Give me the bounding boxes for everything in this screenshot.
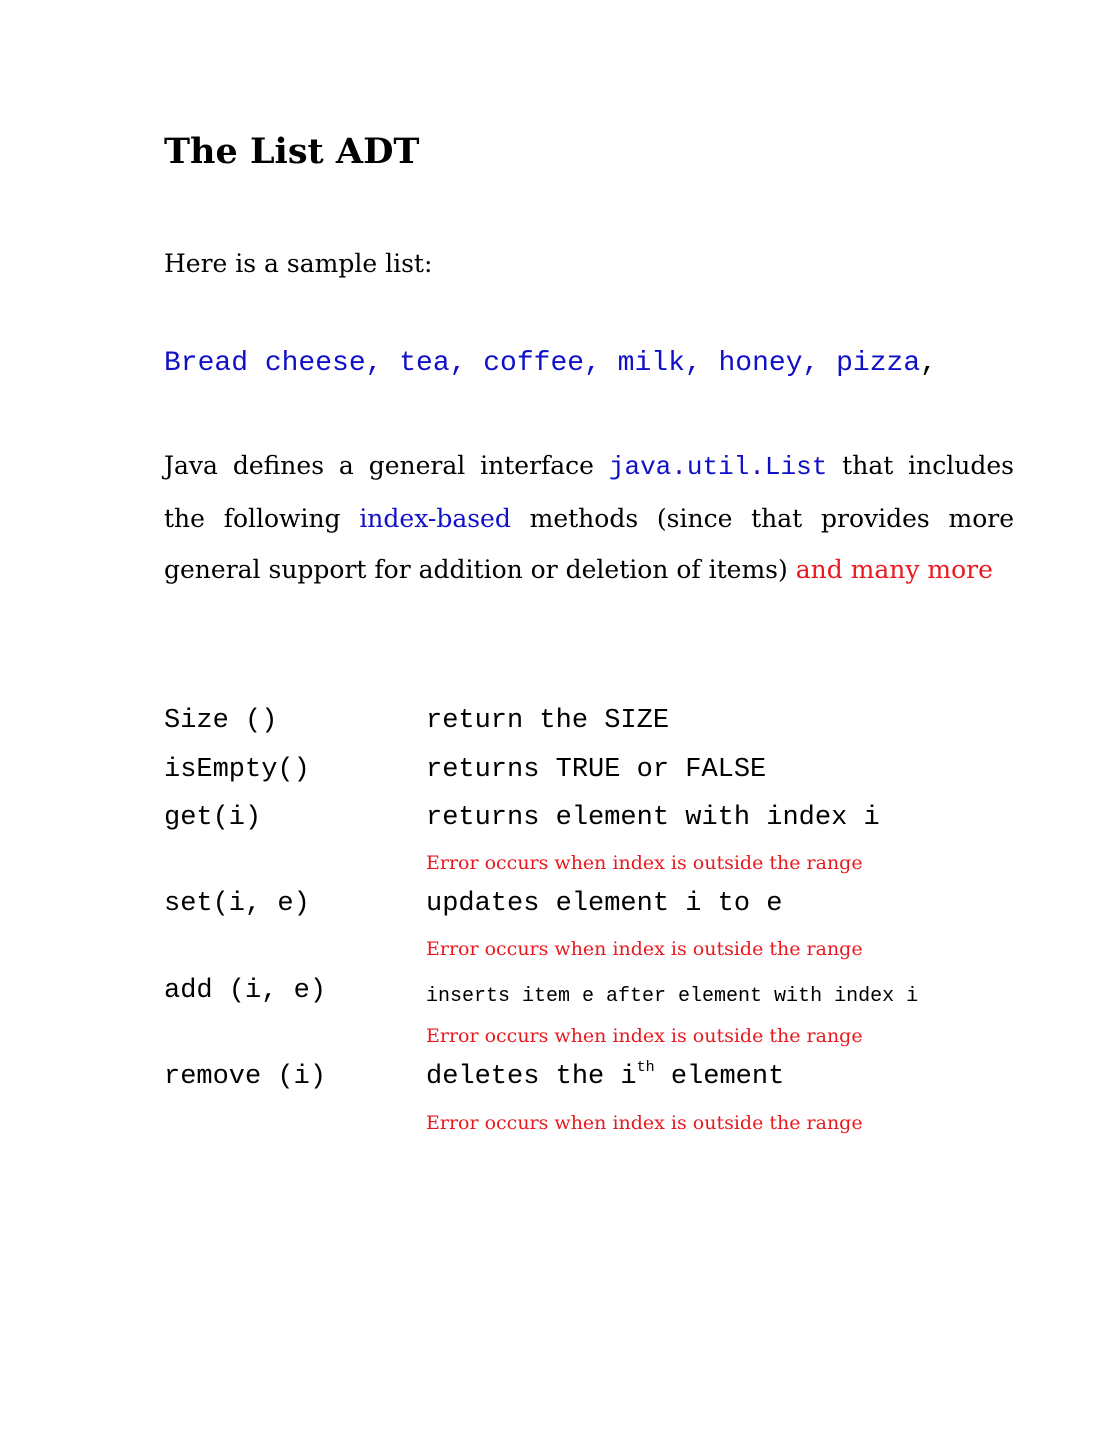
error-note: Error occurs when index is outside the range <box>426 852 863 874</box>
index-based-highlight: index-based <box>359 504 511 533</box>
method-signature: remove (i) <box>164 1062 327 1092</box>
paragraph-text-1: Java defines a general interface <box>164 451 609 480</box>
method-description: returns element with index i <box>426 803 880 833</box>
method-description-text: element <box>654 1062 785 1092</box>
method-description: inserts item e after element with index i <box>426 985 919 1008</box>
method-description: updates element i to e <box>426 889 783 919</box>
error-note: Error occurs when index is outside the range <box>426 1112 863 1134</box>
interface-paragraph <box>164 440 1014 595</box>
page-title: The List ADT <box>164 131 420 172</box>
method-signature: get(i) <box>164 803 262 833</box>
intro-text: Here is a sample list: <box>164 249 433 278</box>
paragraph-text-2: that includes the following <box>164 451 1014 533</box>
method-description: return the SIZE <box>426 706 670 736</box>
sample-list-trailing-comma: , <box>920 348 937 379</box>
method-description-text: deletes the i <box>426 1062 637 1092</box>
paragraph-text-3: methods (since that provides more general support for addition or deletion of items) <box>164 504 1014 584</box>
interface-name: java.util.List <box>608 452 828 482</box>
method-signature: add (i, e) <box>164 976 327 1006</box>
method-signature: isEmpty() <box>164 755 310 785</box>
superscript-th: th <box>636 1059 655 1076</box>
sample-list-items: Bread cheese, tea, coffee, milk, honey, pizza <box>164 348 921 379</box>
error-note: Error occurs when index is outside the range <box>426 1025 863 1047</box>
method-description <box>426 1060 784 1094</box>
method-signature: Size () <box>164 706 278 736</box>
method-description: returns TRUE or FALSE <box>426 755 767 785</box>
method-signature: set(i, e) <box>164 889 310 919</box>
sample-list <box>164 346 937 382</box>
error-note: Error occurs when index is outside the range <box>426 938 863 960</box>
and-many-more-emphasis: and many more <box>795 555 993 584</box>
